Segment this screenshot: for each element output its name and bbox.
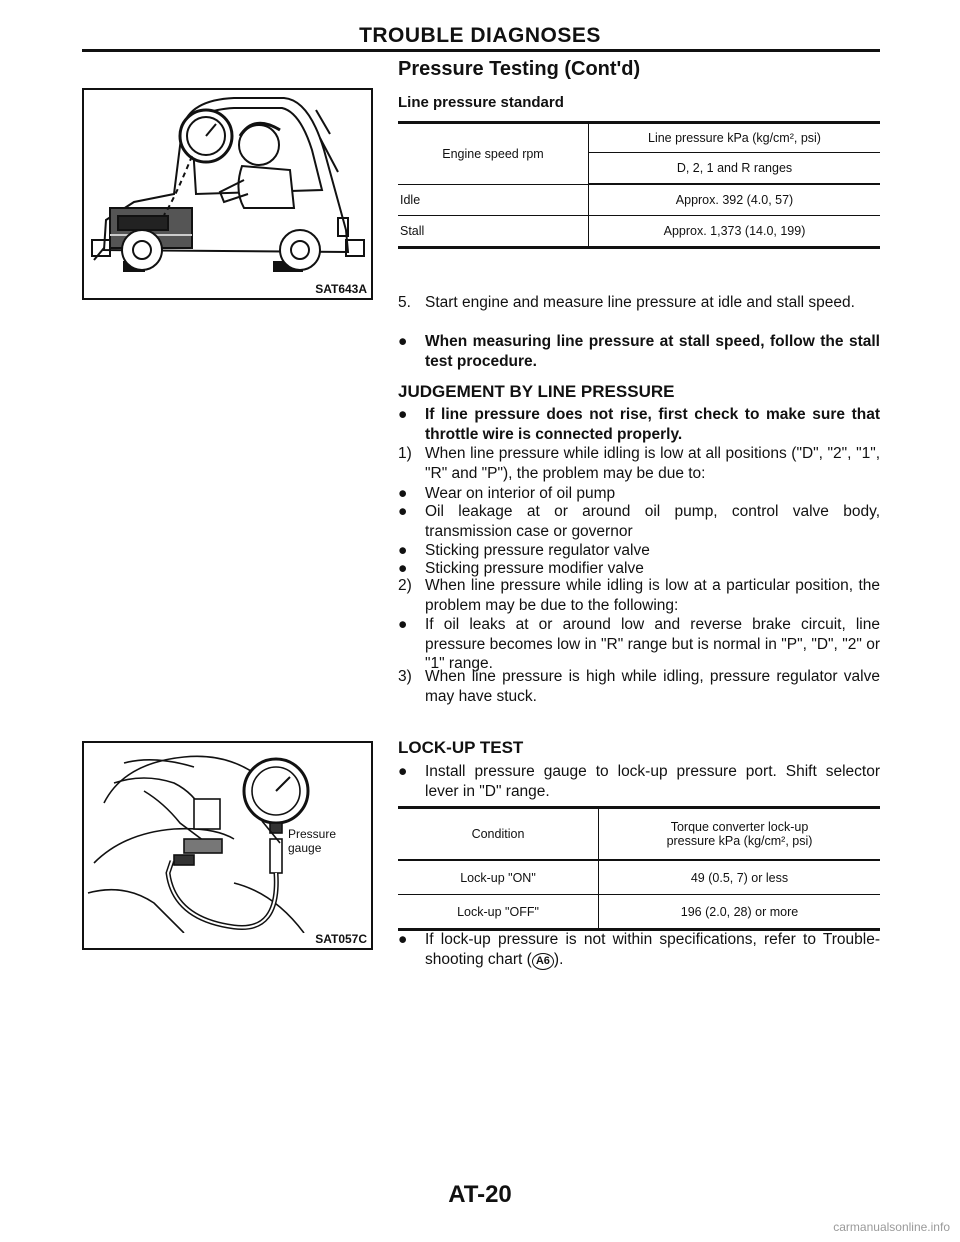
table-row xyxy=(398,215,880,247)
condition-header: Condition xyxy=(398,808,599,861)
lockup-note xyxy=(398,930,880,970)
bullet-icon: ● xyxy=(398,333,408,350)
bullet-icon: ● xyxy=(398,503,408,520)
row-value-idle: Approx. 392 (4.0, 57) xyxy=(589,184,881,215)
row-value-stall: Approx. 1,373 (14.0, 199) xyxy=(589,215,881,247)
lockup-step-text: Install pressure gauge to lock-up pressure port. Shift selector lever in "D" range. xyxy=(425,763,880,800)
table-row xyxy=(398,860,880,895)
list-item-text: Oil leakage at or around oil pump, control valve body, transmission case or governor xyxy=(425,503,880,540)
row-value-on: 49 (0.5, 7) or less xyxy=(599,860,881,895)
case-1-text: When line pressure while idling is low at all positions ("D", "2", "1", "R" and "P"), the problem may be due to: xyxy=(425,445,880,482)
lockup-pressure-table xyxy=(398,806,880,931)
list-item-text: Wear on interior of oil pump xyxy=(425,485,616,502)
page-number: AT-20 xyxy=(448,1181,512,1208)
case-2-item xyxy=(398,615,880,674)
stall-speed-note-text: When measuring line pressure at stall speed, follow the stall test procedure. xyxy=(425,333,880,370)
chart-reference-icon[interactable] xyxy=(532,953,554,970)
list-item xyxy=(398,541,880,561)
lockup-note-text xyxy=(425,930,880,970)
section-title: Pressure Testing (Cont'd) xyxy=(398,58,641,80)
table-row xyxy=(398,895,880,930)
case-number: 2) xyxy=(398,577,412,594)
case-2 xyxy=(398,576,880,615)
stall-speed-note xyxy=(398,332,880,371)
header-rule xyxy=(82,49,880,52)
case-2-text: When line pressure while idling is low at a particular position, the problem may be due to the following: xyxy=(425,577,880,614)
lockup-heading: LOCK-UP TEST xyxy=(398,738,524,757)
judgement-heading: JUDGEMENT BY LINE PRESSURE xyxy=(398,382,675,401)
case-number: 1) xyxy=(398,445,412,462)
list-item xyxy=(398,502,880,541)
case-number: 3) xyxy=(398,668,412,685)
figure-code-bottom: SAT057C xyxy=(315,932,367,946)
lockup-step xyxy=(398,762,880,801)
line-pressure-table xyxy=(398,121,880,249)
step-5-text: Start engine and measure line pressure at idle and stall speed. xyxy=(425,294,855,311)
chart-reference-label: A6 xyxy=(535,954,550,967)
step-number: 5. xyxy=(398,294,411,311)
case-2-item-text: If oil leaks at or around low and reverse brake circuit, line pressure becomes low in "R" range but is normal in "P", "D", "2" or "1" range. xyxy=(425,616,880,672)
car-with-gauge-illustration xyxy=(84,90,371,280)
list-item-text: Sticking pressure regulator valve xyxy=(425,542,650,559)
watermark: carmanualsonline.info xyxy=(833,1220,950,1234)
ranges-header: D, 2, 1 and R ranges xyxy=(589,153,881,185)
bullet-icon: ● xyxy=(398,560,408,577)
figure-line-pressure-test xyxy=(82,88,373,300)
row-condition-off: Lock-up "OFF" xyxy=(398,895,599,930)
line-pressure-standard-title: Line pressure standard xyxy=(398,94,564,111)
bullet-icon: ● xyxy=(398,763,408,780)
step-5 xyxy=(398,293,880,313)
case-3 xyxy=(398,667,880,706)
row-value-off: 196 (2.0, 28) or more xyxy=(599,895,881,930)
row-speed-stall: Stall xyxy=(398,215,589,247)
lockup-note-end: ). xyxy=(553,950,564,968)
lockup-pressure-header: Torque converter lock-up pressure kPa (kg/cm², psi) xyxy=(599,808,881,861)
figure-lockup-test xyxy=(82,741,373,950)
bullet-icon: ● xyxy=(398,406,408,423)
pressure-gauge-callout: Pressure gauge xyxy=(288,827,337,855)
list-item xyxy=(398,484,880,504)
page-header-title: TROUBLE DIAGNOSES xyxy=(359,24,601,47)
table-row xyxy=(398,184,880,215)
case-3-text: When line pressure is high while idling, pressure regulator valve may have stuck. xyxy=(425,668,880,705)
engine-speed-header: Engine speed rpm xyxy=(398,123,589,185)
line-pressure-header: Line pressure kPa (kg/cm², psi) xyxy=(589,123,881,153)
bullet-icon: ● xyxy=(398,485,408,502)
case-1 xyxy=(398,444,880,483)
judgement-intro xyxy=(398,405,880,444)
bullet-icon: ● xyxy=(398,616,408,633)
bullet-icon: ● xyxy=(398,542,408,559)
bullet-icon: ● xyxy=(398,931,408,948)
list-item-text: Sticking pressure modifier valve xyxy=(425,560,644,577)
figure-code-top: SAT643A xyxy=(315,282,367,296)
row-condition-on: Lock-up "ON" xyxy=(398,860,599,895)
row-speed-idle: Idle xyxy=(398,184,589,215)
lockup-note-body: If lock-up pressure is not within specifications, refer to Trouble-shooting chart ( xyxy=(425,931,880,968)
judgement-intro-text: If line pressure does not rise, first check to make sure that throttle wire is connected properly. xyxy=(425,406,880,443)
